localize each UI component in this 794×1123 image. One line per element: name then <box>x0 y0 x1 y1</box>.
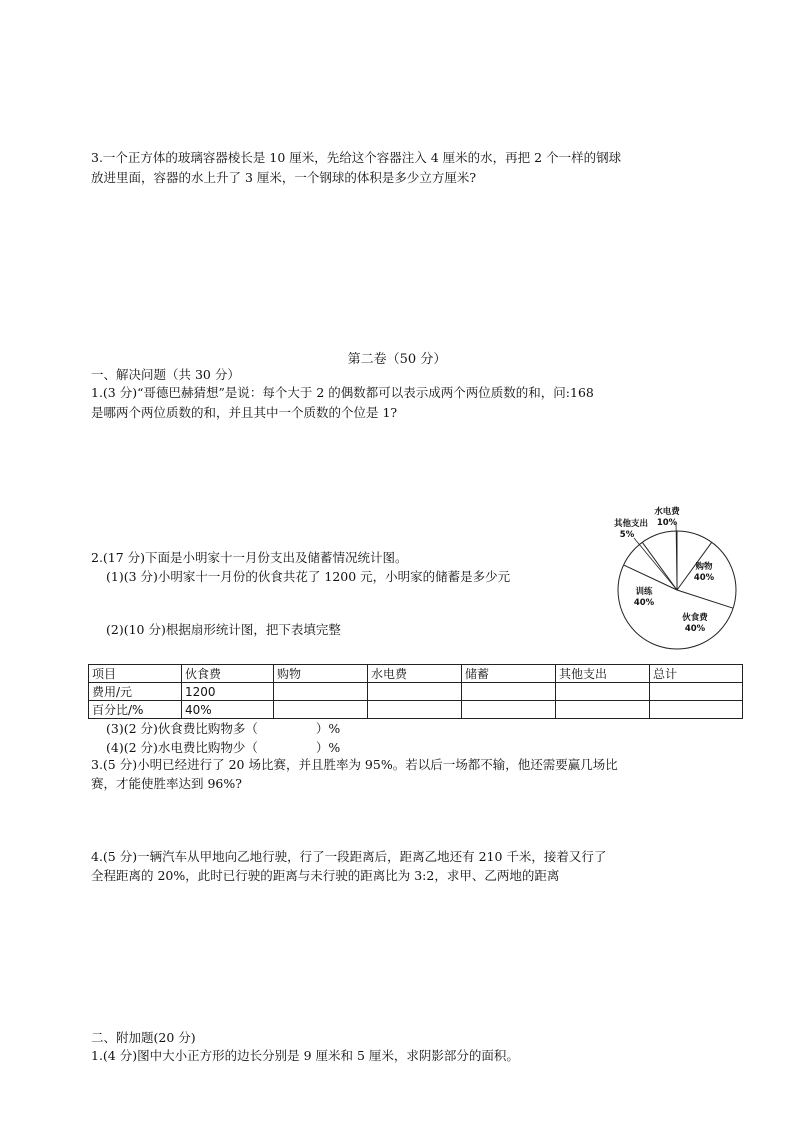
extra-q1: 1.(4 分)图中大小正方形的边长分别是 9 厘米和 5 厘米，求阴影部分的面积。 <box>91 1048 519 1063</box>
slice-pct-shopping: 40% <box>693 573 715 583</box>
table-cell <box>274 683 368 701</box>
q4-line1: 4.(5 分)一辆汽车从甲地向乙地行驶，行了一段距离后，距离乙地还有 210 千米，接着又行了 <box>91 849 607 864</box>
slice-label-training: 训练 <box>635 587 653 597</box>
table-header: 项目 <box>89 665 182 683</box>
table-header-row <box>89 665 743 683</box>
q3-line1: 3.(5 分)小明已经进行了 20 场比赛，并且胜率为 95%。若以后一场都不输，他还需要赢几场比 <box>91 757 618 772</box>
slice-pct-water: 10% <box>656 518 678 528</box>
table-row <box>89 683 743 701</box>
part2-title: 第二卷（50 分） <box>347 352 447 367</box>
slice-pct-other: 5% <box>619 530 635 540</box>
table-header: 储蓄 <box>462 665 556 683</box>
q2-sub3 <box>106 720 340 738</box>
table-header: 其他支出 <box>556 665 650 683</box>
table-cell <box>462 701 556 719</box>
slice-label-food: 伙食费 <box>682 613 708 623</box>
slice-label-other: 其他支出 <box>613 519 649 529</box>
table-header: 总计 <box>650 665 743 683</box>
table-cell: 费用/元 <box>89 683 182 701</box>
q2-intro: 2.(17 分)下面是小明家十一月份支出及储蓄情况统计图。 <box>91 550 408 565</box>
q2-sub1: (1)(3 分)小明家十一月份的伙食共花了 1200 元，小明家的储蓄是多少元 <box>106 569 511 584</box>
table-header: 伙食费 <box>182 665 274 683</box>
table-cell: 40% <box>182 701 274 719</box>
slice-label-shopping: 购物 <box>695 562 713 572</box>
part1-q3-line2: 放进里面，容器的水上升了 3 厘米，一个钢球的体积是多少立方厘米? <box>91 170 477 185</box>
table-header: 水电费 <box>368 665 462 683</box>
part1-q3-line1: 3.一个正方体的玻璃容器棱长是 10 厘米，先给这个容器注入 4 厘米的水，再把 2 个一样的钢球 <box>91 150 622 165</box>
table-cell <box>650 701 743 719</box>
q2-sub2: (2)(10 分)根据扇形统计图，把下表填完整 <box>106 622 341 637</box>
q2-sub4-text: (4)(2 分)水电费比购物少（ <box>106 740 258 755</box>
q2-sub3-text: (3)(2 分)伙食费比购物多（ <box>106 721 258 736</box>
table-cell: 百分比/% <box>89 701 182 719</box>
table-cell <box>556 701 650 719</box>
slice-pct-food: 40% <box>684 624 706 634</box>
slice-label-water: 水电费 <box>654 507 680 517</box>
table-row <box>89 701 743 719</box>
table-cell: 1200 <box>182 683 274 701</box>
q4-line2: 全程距离的 20%，此时已行驶的距离与未行驶的距离比为 3:2，求甲、乙两地的距离 <box>91 868 560 883</box>
q2-sub3-suffix: ）% <box>315 721 341 736</box>
q2-sub4 <box>106 739 340 757</box>
table-header: 购物 <box>274 665 368 683</box>
q3-line2: 赛，才能使胜率达到 96%? <box>91 776 242 791</box>
table-cell <box>556 683 650 701</box>
table-cell <box>368 701 462 719</box>
table-cell <box>650 683 743 701</box>
table-cell <box>368 683 462 701</box>
q2-sub4-suffix: ）% <box>315 740 341 755</box>
section1-heading: 一、解决问题（共 30 分） <box>91 367 240 382</box>
table-cell <box>462 683 556 701</box>
section2-heading: 二、附加题(20 分) <box>91 1030 196 1045</box>
slice-pct-training: 40% <box>633 598 655 608</box>
expense-table <box>88 664 743 719</box>
expense-pie-chart <box>600 500 750 660</box>
q1-line2: 是哪两个两位质数的和，并且其中一个质数的个位是 1? <box>91 405 398 420</box>
table-cell <box>274 701 368 719</box>
q1-line1: 1.(3 分)“哥德巴赫猜想”是说：每个大于 2 的偶数都可以表示成两个两位质数的和，问:168 <box>91 385 594 400</box>
